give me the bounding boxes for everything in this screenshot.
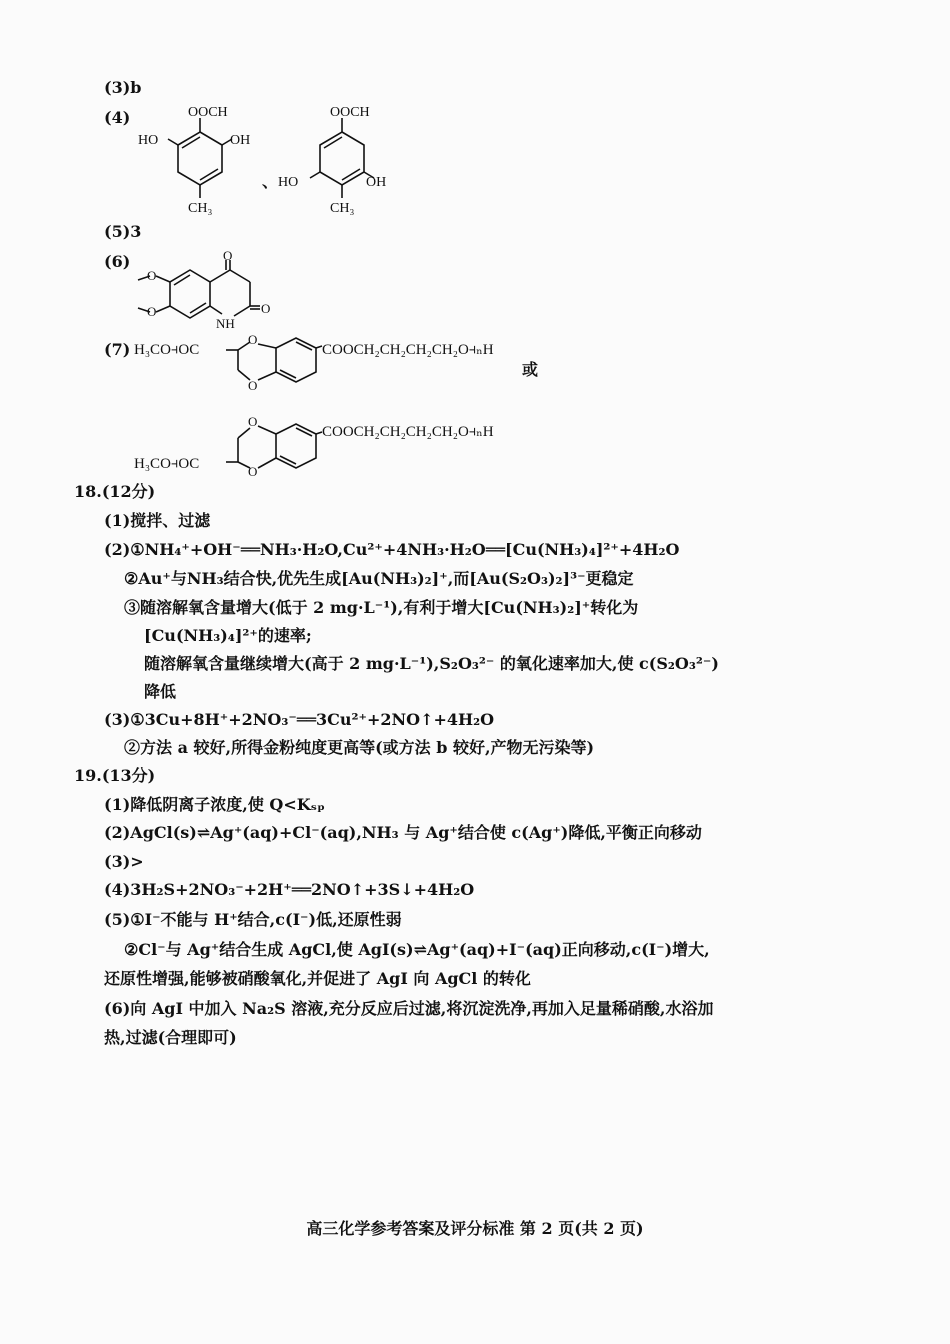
o-label: O [248,464,258,478]
q19-header: 19.(13分) [74,766,156,785]
q17-answer-7-label: (7) [104,340,131,359]
ooch-label: OOCH [188,105,228,120]
q17-answer-6-label: (6) [104,252,131,271]
q18-answer-2-3b: [Cu(NH₃)₄]²⁺的速率; [144,626,312,645]
q17-answer-4-label: (4) [104,108,131,127]
ester-chain-label: COOCH₂CH₂CH₂CH₂O⫞ₙH [322,342,494,358]
o-label: O [248,378,258,393]
q19-answer-2: (2)AgCl(s)⇌Ag⁺(aq)+Cl⁻(aq),NH₃ 与 Ag⁺结合使 c(Ag⁺)降低,平衡正向移动 [104,823,702,842]
structure-7a [130,332,530,394]
structure-6 [130,250,300,332]
q18-header: 18.(12分) [74,482,156,501]
ho-label: HO [138,133,159,148]
q17-answer-4-separator: 、 [262,172,279,191]
o-label: O [261,301,271,316]
q18-answer-2-2: ②Au⁺与NH₃结合快,优先生成[Au(NH₃)₂]⁺,而[Au(S₂O₃)₂]³⁻更稳定 [124,569,634,588]
h3co-oc-label: H₃CO⫞OC [134,342,200,358]
page-footer: 高三化学参考答案及评分标准 第 2 页(共 2 页) [306,1219,644,1238]
q18-answer-2-3a: ③随溶解氧含量增大(低于 2 mg·L⁻¹),有利于增大[Cu(NH₃)₂]⁺转化为 [124,598,639,617]
ch3-label: CH₃ [330,201,355,216]
o-label: O [223,250,233,263]
q18-answer-1: (1)搅拌、过滤 [104,511,211,530]
structure-7b [130,412,530,478]
q18-answer-2-3d: 降低 [144,682,177,701]
q19-answer-5-2b: 还原性增强,能够被硝酸氧化,并促进了 AgI 向 AgCl 的转化 [104,969,531,988]
q17-answer-7-or: 或 [522,360,539,379]
q19-answer-3: (3)> [104,852,144,871]
structure-4b [272,100,412,220]
q19-answer-1: (1)降低阴离子浓度,使 Q<Kₛₚ [104,795,325,814]
o-label: O [147,268,157,283]
q19-answer-5-1: (5)①I⁻不能与 H⁺结合,c(I⁻)低,还原性弱 [104,910,402,929]
q18-answer-2-1: (2)①NH₄⁺+OH⁻══NH₃·H₂O,Cu²⁺+4NH₃·H₂O══[Cu(NH₃)₄]²⁺+4H₂O [104,540,680,559]
q19-answer-6a: (6)向 AgI 中加入 Na₂S 溶液,充分反应后过滤,将沉淀洗净,再加入足量稀硝酸,水浴加 [104,999,714,1018]
ch3-label: CH₃ [188,201,213,216]
q19-answer-6b: 热,过滤(合理即可) [104,1028,237,1047]
ho-label: HO [278,175,299,190]
ester-chain-label: COOCH₂CH₂CH₂CH₂O⫞ₙH [322,424,494,440]
nh-label: NH [216,316,235,331]
ooch-label: OOCH [330,105,370,120]
o-label: O [147,304,157,319]
h3co-oc-label: H₃CO⫞OC [134,456,200,472]
q18-answer-3-1: (3)①3Cu+8H⁺+2NO₃⁻══3Cu²⁺+2NO↑+4H₂O [104,710,495,729]
q17-answer-5: (5)3 [104,222,142,241]
o-label: O [248,332,258,347]
q18-answer-3-2: ②方法 a 较好,所得金粉纯度更高等(或方法 b 较好,产物无污染等) [124,738,595,757]
q18-answer-2-3c: 随溶解氧含量继续增大(高于 2 mg·L⁻¹),S₂O₃²⁻ 的氧化速率加大,使 c(S₂O₃²⁻) [144,654,719,673]
q19-answer-5-2a: ②Cl⁻与 Ag⁺结合生成 AgCl,使 AgI(s)⇌Ag⁺(aq)+I⁻(aq)正向移动,c(I⁻)增大, [124,940,710,959]
q17-answer-3: (3)b [104,78,142,97]
o-label: O [248,414,258,429]
q19-answer-4: (4)3H₂S+2NO₃⁻+2H⁺══2NO↑+3S↓+4H₂O [104,880,475,899]
structure-4a [130,100,270,220]
oh-label: OH [230,133,251,148]
oh-label: OH [366,175,387,190]
